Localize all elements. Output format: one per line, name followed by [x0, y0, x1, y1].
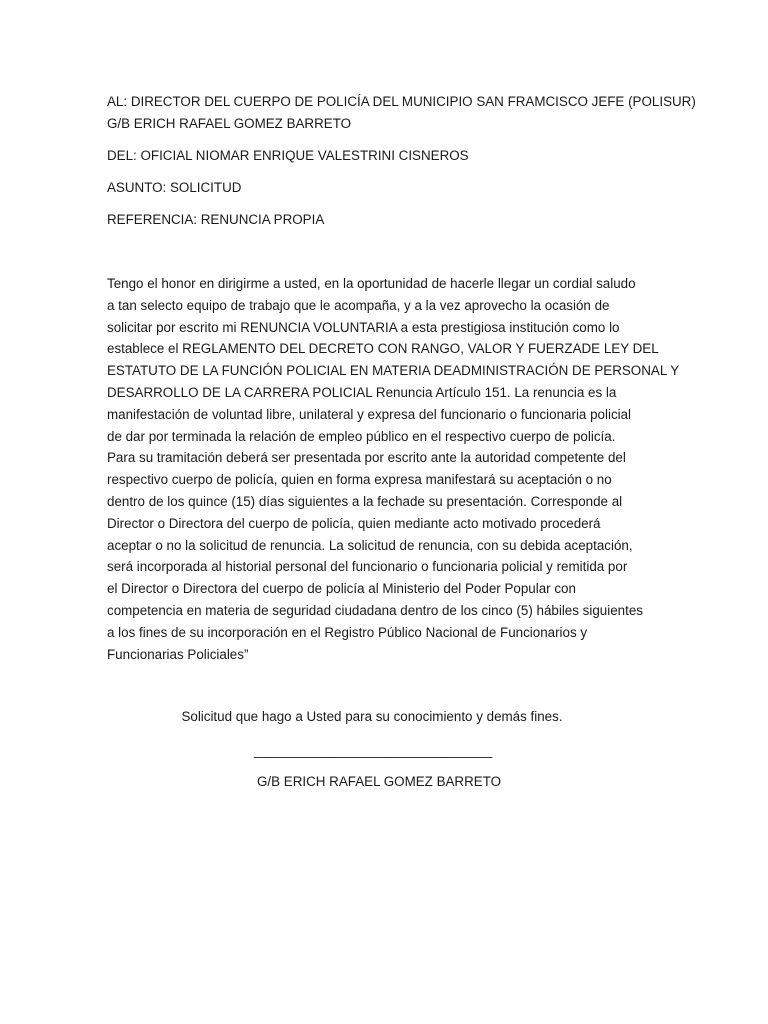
body-line: a tan selecto equipo de trabajo que le acompaña, y a la vez aprovecho la ocasión de: [107, 297, 610, 313]
reference-line: REFERENCIA: RENUNCIA PROPIA: [107, 212, 325, 227]
body-line: respectivo cuerpo de policía, quien en forma expresa manifestará su aceptación o no: [107, 472, 612, 488]
body-line: solicitar por escrito mi RENUNCIA VOLUNTARIA a esta prestigiosa institución como lo: [107, 319, 620, 335]
body-line: Director o Directora del cuerpo de policía, quien mediante acto motivado procederá: [107, 515, 601, 531]
body-line: Funcionarias Policiales”: [107, 646, 249, 662]
letter-header: [107, 91, 696, 135]
signer-name: G/B ERICH RAFAEL GOMEZ BARRETO: [257, 774, 502, 789]
body-line: DESARROLLO DE LA CARRERA POLICIAL Renuncia Artículo 151. La renuncia es la: [107, 384, 617, 400]
body-line: ESTATUTO DE LA FUNCIÓN POLICIAL EN MATERIA DEADMINISTRACIÓN DE PERSONAL Y: [107, 363, 680, 379]
body-line: aceptar o no la solicitud de renuncia. La solicitud de renuncia, con su debida aceptación,: [107, 537, 633, 553]
recipient-name: G/B ERICH RAFAEL GOMEZ BARRETO: [107, 116, 352, 131]
letter-body: [107, 273, 680, 665]
subject-line: ASUNTO: SOLICITUD: [107, 180, 242, 195]
body-line: será incorporada al historial personal del funcionario o funcionaria policial y remitida por: [107, 559, 628, 575]
body-line: Para su tramitación deberá ser presentada por escrito ante la autoridad competente del: [107, 450, 626, 466]
body-line: dentro de los quince (15) días siguientes a la fechade su presentación. Corresponde al: [107, 493, 623, 509]
body-line: a los fines de su incorporación en el Registro Público Nacional de Funcionarios y: [107, 624, 588, 640]
signature-line: ________________________________: [254, 743, 493, 758]
closing-statement: Solicitud que hago a Usted para su conocimiento y demás fines.: [181, 709, 563, 724]
body-line: manifestación de voluntad libre, unilateral y expresa del funcionario o funcionaria policial: [107, 406, 632, 422]
body-line: de dar por terminada la relación de empleo público en el respectivo cuerpo de policía.: [107, 428, 616, 444]
recipient-line: AL: DIRECTOR DEL CUERPO DE POLICÍA DEL MUNICIPIO SAN FRAMCISCO JEFE (POLISUR): [107, 94, 696, 109]
body-line: competencia en materia de seguridad ciudadana dentro de los cinco (5) hábiles siguientes: [107, 602, 643, 618]
sender-line: DEL: OFICIAL NIOMAR ENRIQUE VALESTRINI CISNEROS: [107, 148, 469, 163]
body-line: el Director o Directora del cuerpo de policía al Ministerio del Poder Popular con: [107, 581, 576, 597]
body-line: establece el REGLAMENTO DEL DECRETO CON RANGO, VALOR Y FUERZADE LEY DEL: [107, 341, 659, 357]
body-line: Tengo el honor en dirigirme a usted, en la oportunidad de hacerle llegar un cordial saludo: [107, 276, 636, 291]
